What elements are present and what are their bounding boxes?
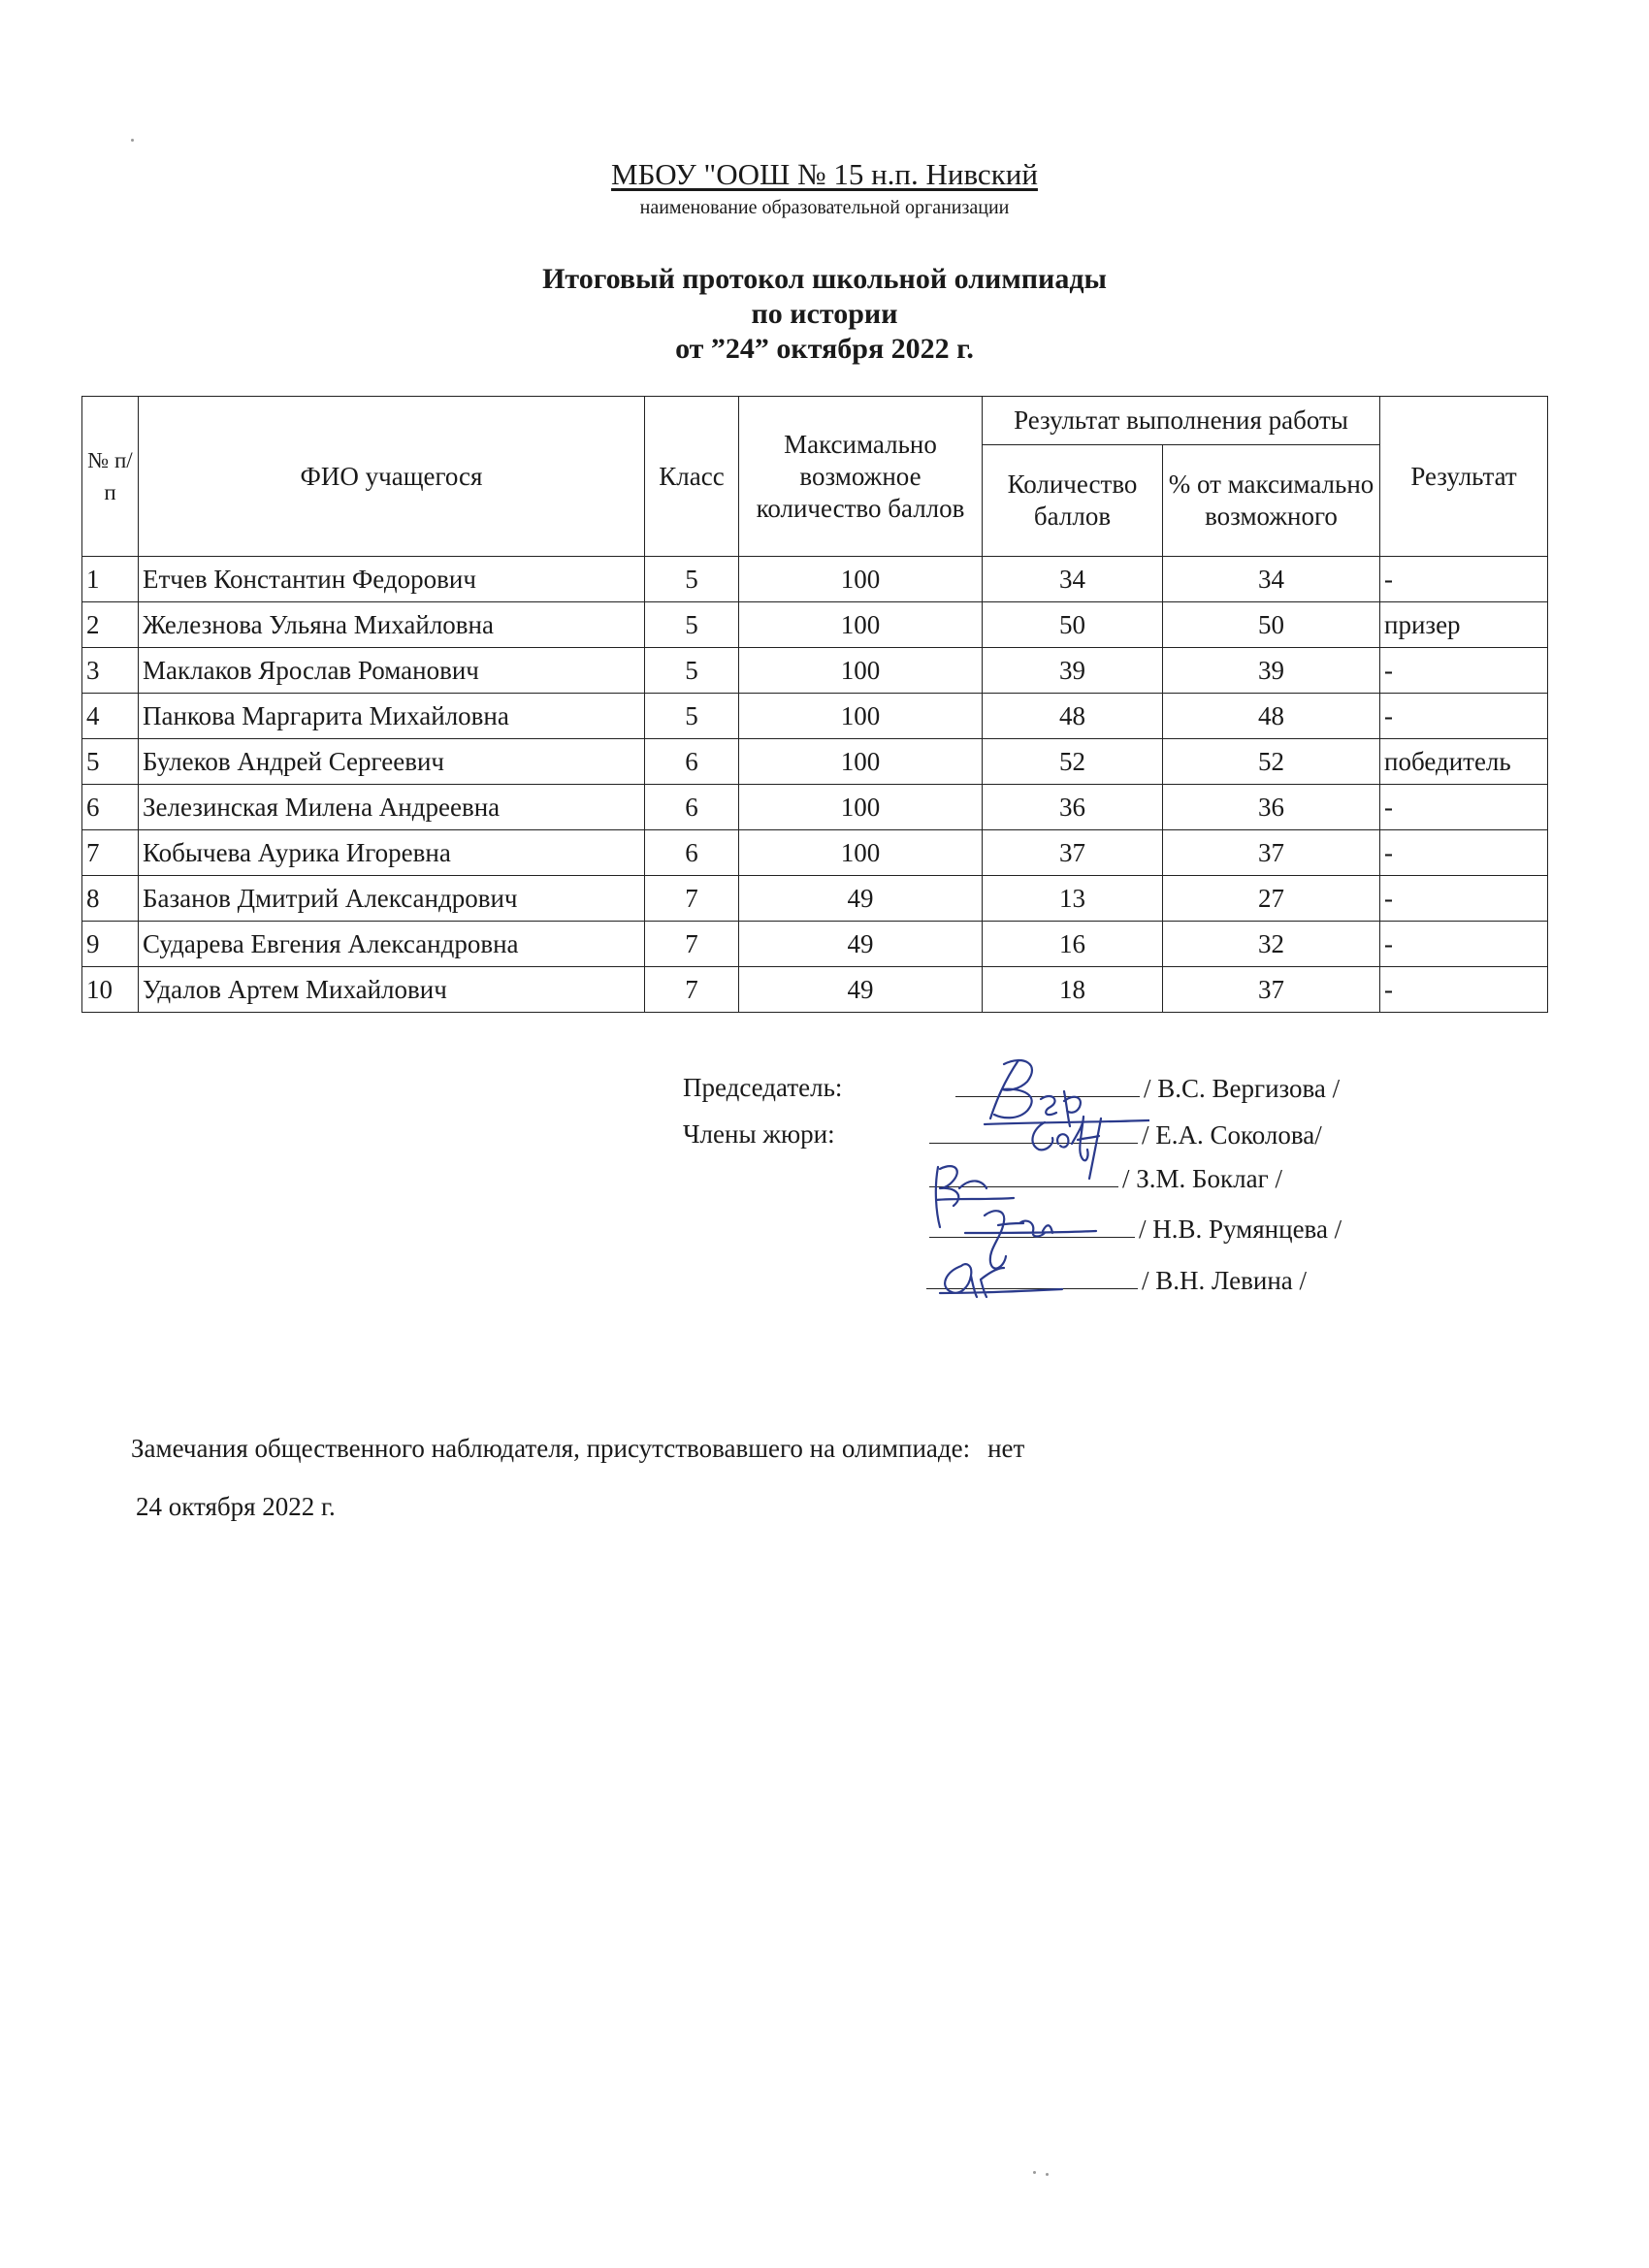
results-table <box>81 396 1548 1013</box>
cell-score: 48 <box>983 694 1163 739</box>
cell-score: 13 <box>983 876 1163 922</box>
cell-max: 49 <box>739 922 983 967</box>
cell-name: Панкова Маргарита Михайловна <box>139 694 645 739</box>
organization-caption: наименование образовательной организации <box>639 197 1010 218</box>
cell-percent: 39 <box>1163 648 1380 694</box>
cell-name: Етчев Константин Федорович <box>139 557 645 602</box>
cell-result: - <box>1380 830 1548 876</box>
cell-percent: 34 <box>1163 557 1380 602</box>
cell-class: 5 <box>645 694 739 739</box>
cell-result: победитель <box>1380 739 1548 785</box>
cell-max: 49 <box>739 967 983 1013</box>
table-row <box>82 967 1548 1013</box>
column-header-percent: % от максимально возможного <box>1163 445 1380 557</box>
column-header-max: Максимально возможное количество баллов <box>739 397 983 557</box>
cell-percent: 32 <box>1163 922 1380 967</box>
member-name-3: / Н.В. Румянцева / <box>1139 1215 1342 1244</box>
cell-max: 100 <box>739 694 983 739</box>
cell-num: 7 <box>82 830 139 876</box>
cell-result: - <box>1380 785 1548 830</box>
signature-member-4-mark <box>940 1264 1062 1297</box>
cell-score: 37 <box>983 830 1163 876</box>
cell-score: 50 <box>983 602 1163 648</box>
column-header-score: Количество баллов <box>983 445 1163 557</box>
document-date: 24 октября 2022 г. <box>136 1492 336 1521</box>
signature-member-1-mark <box>1032 1117 1101 1179</box>
cell-name: Удалов Артем Михайлович <box>139 967 645 1013</box>
cell-result: - <box>1380 648 1548 694</box>
table-row <box>82 785 1548 830</box>
signature-chairman-mark <box>985 1060 1149 1126</box>
cell-percent: 37 <box>1163 830 1380 876</box>
organization-name <box>0 157 1649 192</box>
column-header-result: Результат <box>1380 397 1548 557</box>
table-row <box>82 648 1548 694</box>
cell-result: - <box>1380 876 1548 922</box>
document-title <box>0 262 1649 367</box>
cell-percent: 52 <box>1163 739 1380 785</box>
table-row <box>82 922 1548 967</box>
handwritten-signatures <box>926 1043 1149 1305</box>
cell-percent: 36 <box>1163 785 1380 830</box>
cell-result: - <box>1380 557 1548 602</box>
cell-max: 49 <box>739 876 983 922</box>
cell-num: 2 <box>82 602 139 648</box>
column-header-class: Класс <box>645 397 739 557</box>
cell-name: Булеков Андрей Сергеевич <box>139 739 645 785</box>
cell-max: 100 <box>739 648 983 694</box>
table-row <box>82 602 1548 648</box>
remarks-label: Замечания общественного наблюдателя, присутствовавшего на олимпиаде: <box>131 1434 971 1463</box>
cell-class: 6 <box>645 785 739 830</box>
cell-name: Железнова Ульяна Михайловна <box>139 602 645 648</box>
cell-class: 7 <box>645 922 739 967</box>
cell-result: призер <box>1380 602 1548 648</box>
column-header-name: ФИО учащегося <box>139 397 645 557</box>
cell-class: 7 <box>645 967 739 1013</box>
signature-member-3-mark <box>965 1211 1096 1268</box>
table-row <box>82 876 1548 922</box>
cell-score: 34 <box>983 557 1163 602</box>
organization-name-text: МБОУ "ООШ № 15 н.п. Нивский <box>611 157 1038 191</box>
cell-class: 6 <box>645 739 739 785</box>
scan-speck <box>1033 2171 1036 2174</box>
cell-class: 6 <box>645 830 739 876</box>
cell-score: 36 <box>983 785 1163 830</box>
cell-max: 100 <box>739 557 983 602</box>
table-row <box>82 830 1548 876</box>
table-row <box>82 557 1548 602</box>
cell-name: Базанов Дмитрий Александрович <box>139 876 645 922</box>
cell-num: 5 <box>82 739 139 785</box>
signature-member-2-mark <box>936 1166 1014 1227</box>
observer-remarks <box>131 1434 1024 1464</box>
title-line-3: от ”24” октября 2022 г. <box>675 333 974 365</box>
cell-percent: 37 <box>1163 967 1380 1013</box>
cell-num: 6 <box>82 785 139 830</box>
cell-num: 4 <box>82 694 139 739</box>
chairman-name: / В.С. Вергизова / <box>1144 1074 1341 1103</box>
cell-name: Зелезинская Милена Андреевна <box>139 785 645 830</box>
cell-result: - <box>1380 922 1548 967</box>
cell-num: 9 <box>82 922 139 967</box>
cell-score: 16 <box>983 922 1163 967</box>
cell-num: 3 <box>82 648 139 694</box>
member-name-2: / З.М. Боклаг / <box>1122 1164 1282 1193</box>
cell-name: Маклаков Ярослав Романович <box>139 648 645 694</box>
cell-percent: 50 <box>1163 602 1380 648</box>
cell-class: 5 <box>645 557 739 602</box>
cell-max: 100 <box>739 785 983 830</box>
cell-class: 7 <box>645 876 739 922</box>
member-name-1: / Е.А. Соколова/ <box>1142 1120 1322 1150</box>
cell-max: 100 <box>739 739 983 785</box>
scan-speck <box>131 139 134 142</box>
cell-class: 5 <box>645 648 739 694</box>
member-name-4: / В.Н. Левина / <box>1142 1266 1308 1295</box>
cell-name: Сударева Евгения Александровна <box>139 922 645 967</box>
table-row <box>82 694 1548 739</box>
cell-max: 100 <box>739 602 983 648</box>
cell-max: 100 <box>739 830 983 876</box>
column-header-result-group: Результат выполнения работы <box>983 397 1380 445</box>
title-line-1: Итоговый протокол школьной олимпиады <box>542 263 1107 295</box>
table-body <box>82 557 1548 1013</box>
cell-score: 39 <box>983 648 1163 694</box>
jury-label: Члены жюри: <box>683 1119 835 1149</box>
column-header-num: № п/п <box>82 397 139 557</box>
cell-result: - <box>1380 694 1548 739</box>
cell-percent: 48 <box>1163 694 1380 739</box>
table-row <box>82 739 1548 785</box>
title-line-2: по истории <box>751 298 898 330</box>
cell-percent: 27 <box>1163 876 1380 922</box>
cell-num: 1 <box>82 557 139 602</box>
scan-speck <box>1046 2173 1049 2176</box>
cell-name: Кобычева Аурика Игоревна <box>139 830 645 876</box>
cell-num: 8 <box>82 876 139 922</box>
cell-class: 5 <box>645 602 739 648</box>
cell-num: 10 <box>82 967 139 1013</box>
cell-score: 18 <box>983 967 1163 1013</box>
remarks-value: нет <box>987 1434 1025 1463</box>
cell-result: - <box>1380 967 1548 1013</box>
cell-score: 52 <box>983 739 1163 785</box>
chairman-label: Председатель: <box>683 1073 843 1102</box>
